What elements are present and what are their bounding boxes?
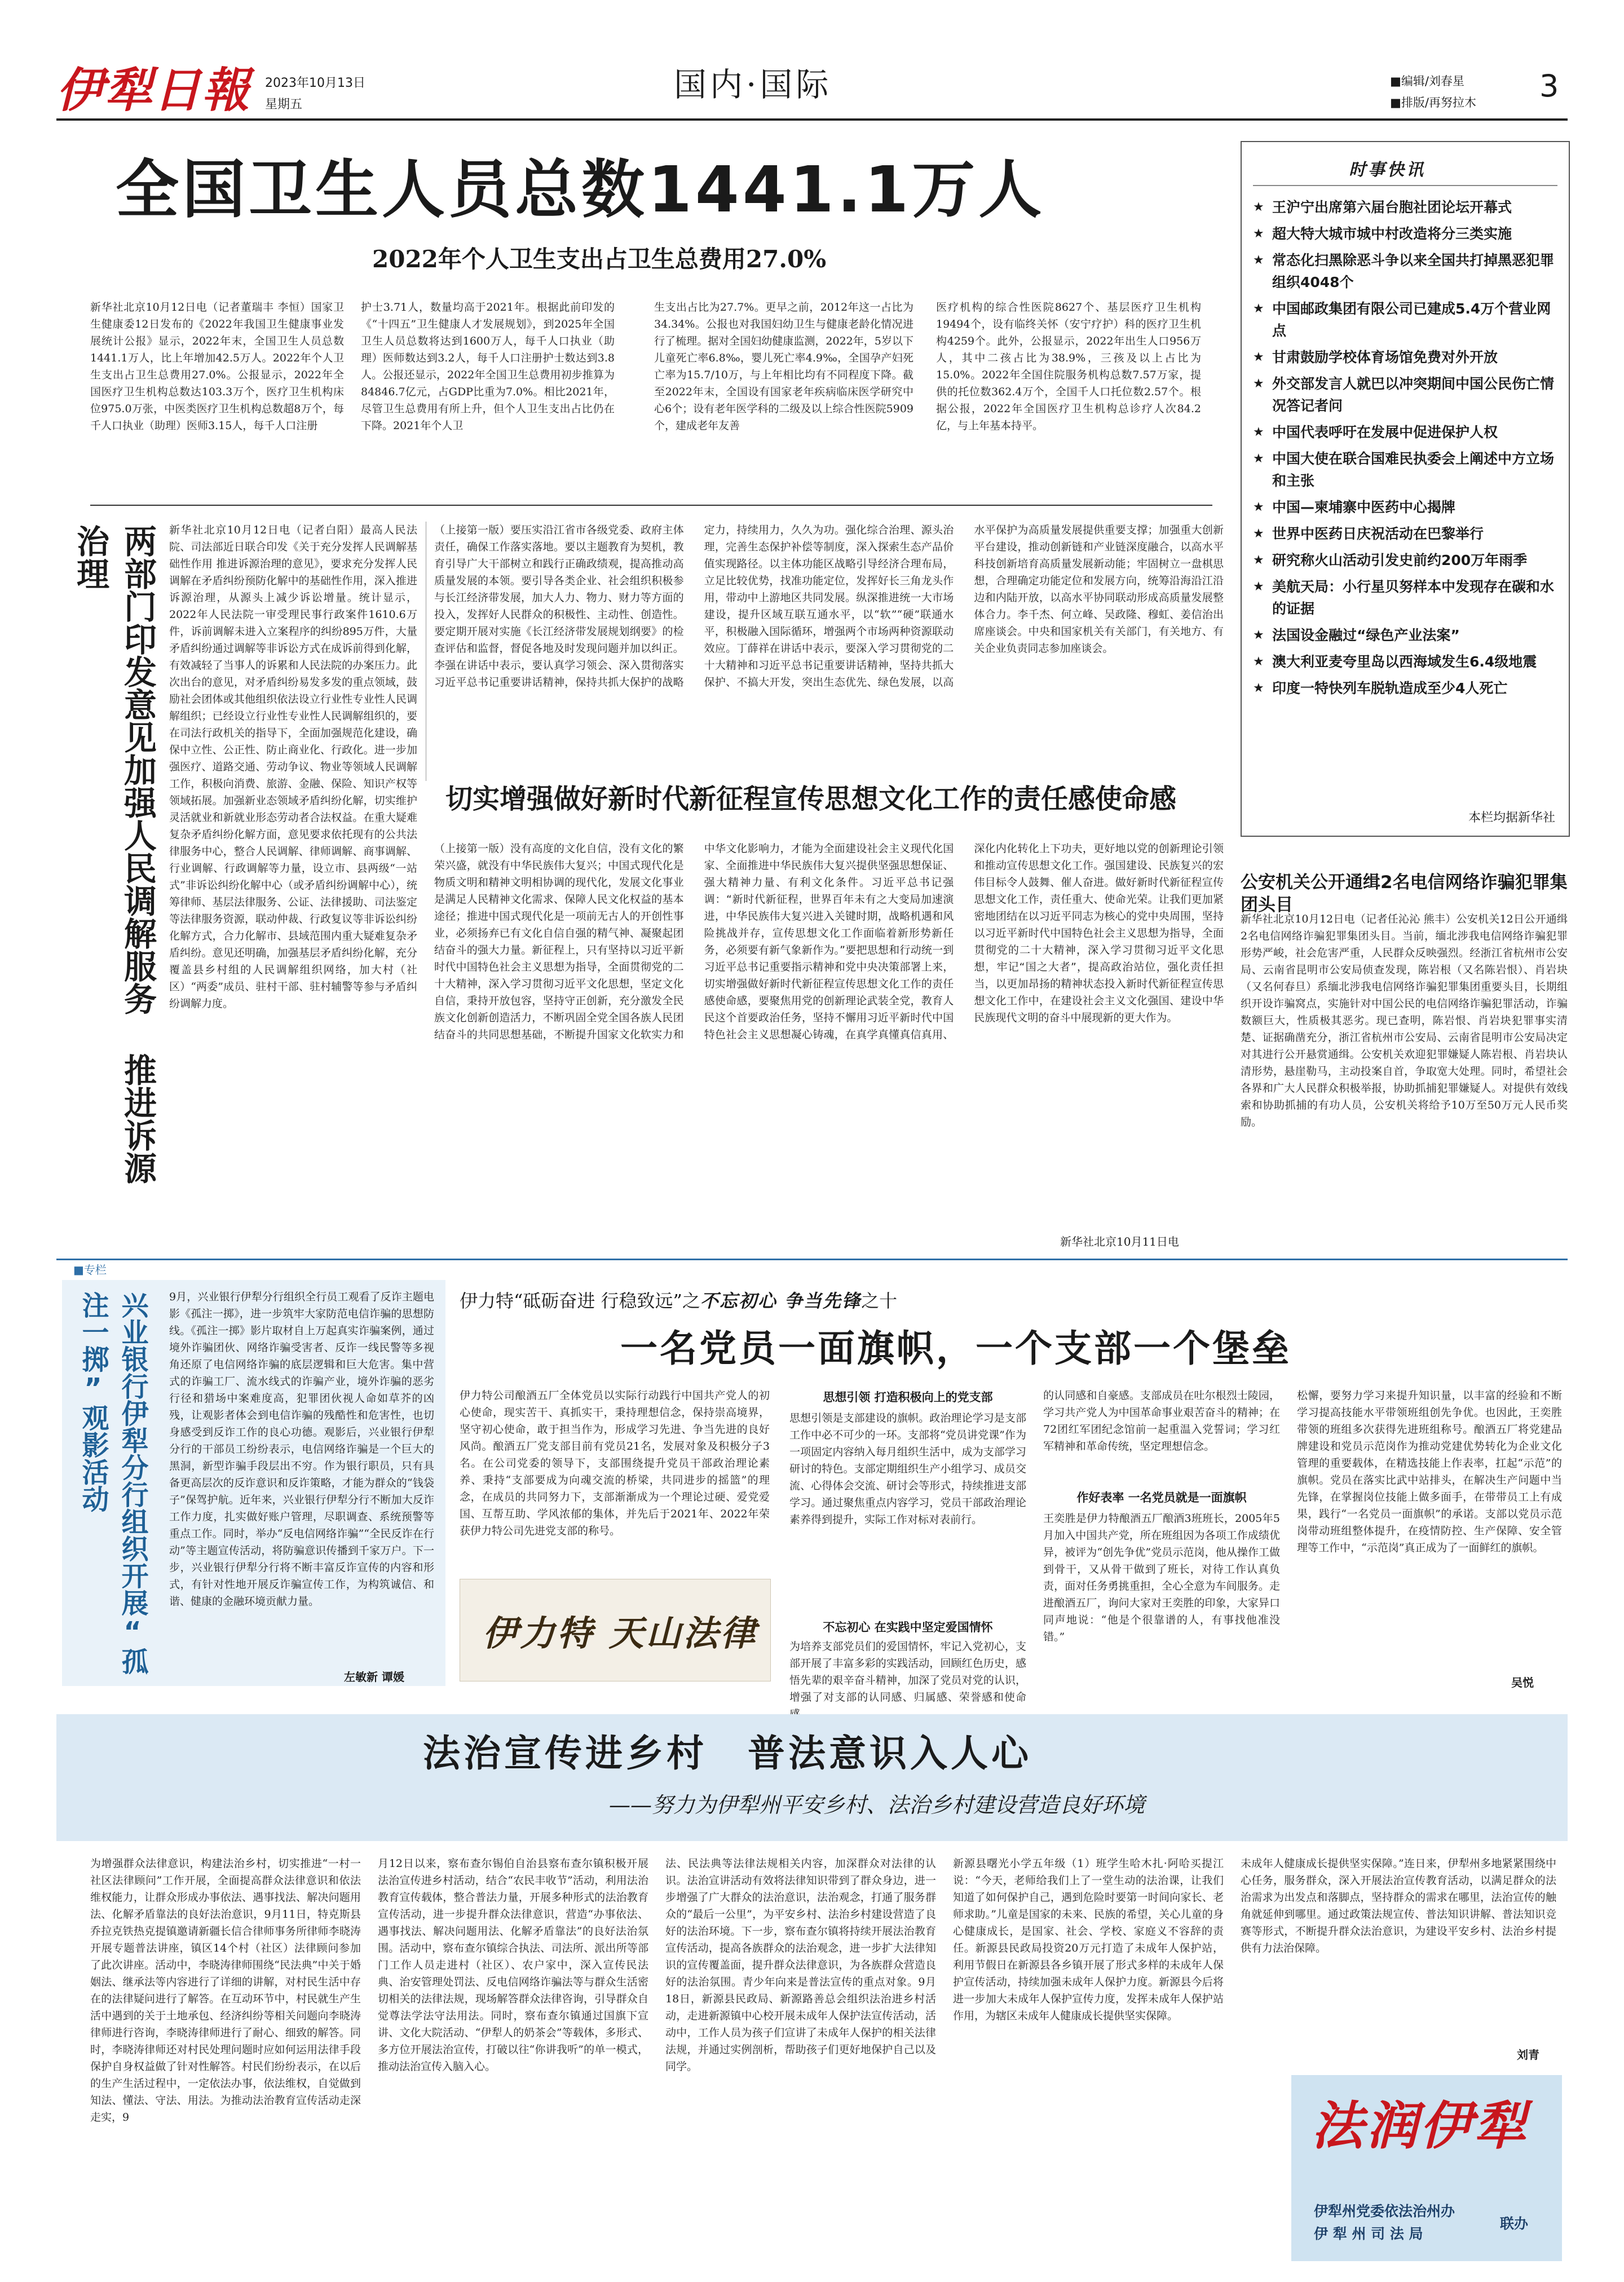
brief-list	[1253, 196, 1557, 704]
brief-item[interactable]: ★ 甘肃鼓励学校体育场馆免费对外开放	[1253, 346, 1557, 368]
brief-item[interactable]: ★ 王沪宁出席第六届台胞社团论坛开幕式	[1253, 196, 1557, 218]
law-subhead: ——努力为伊犁州平安乡村、法治乡村建设营造良好环境	[609, 1793, 1145, 1817]
party-kicker-italic: 不忘初心 争当先锋	[700, 1290, 862, 1312]
brief-title: 时事快讯	[1349, 160, 1426, 180]
party-kicker	[460, 1288, 897, 1313]
brief-item[interactable]: ★ 美航天局：小行星贝努样本中发现存在碳和水的证据	[1253, 576, 1557, 620]
law-col-5: 未成年人健康成长提供坚实保障。”连日来，伊犁州多地紧紧围绕中心任务，服务群众，深入开展法治宣传教育活动，以满足群众的法治需求为出发点和落脚点，坚持群众的需求在哪里，法治宣传的触角就延伸到哪里。通过政策法规宣传、普法知识讲解、普法知识竞赛等形式，不断提升群众法治意识，为建设平安乡村、法治乡村提供有力法治保障。	[1241, 1857, 1556, 1954]
party-kicker-end: 之十	[861, 1290, 898, 1312]
law-col-2: 月12日以来，察布查尔锡伯自治县察布查尔镇积极开展法治宣传进乡村活动，结合“农民丰收节”活动，利用法治教育宣传载体，整合普法力量，开展多种形式的法治教育宣传活动，进一步提升群众法律意识，营造“办事依法、遇事找法、解决问题用法、化解矛盾靠法”的良好法治氛围。活动中，察布查尔镇综合执法、司法所、派出所等部门工作人员走进村（社区）、农户家中，深入宣传民法典、治安管理处罚法、反电信网络诈骗法等与群众生活密切相关的法律法规，现场解答群众法律咨询，引导群众自觉尊法学法守法用法。同时，察布查尔镇通过国旗下宣讲、文化大院活动、“伊犁人的奶茶会”等载体，多形式、多方位开展法治宣传，打破以往“你讲我听”的单一模式，推动法治宣传入脑入心。	[378, 1857, 648, 2073]
party-kicker-plain: 伊力特“砥砺奋进 行稳致远”之	[460, 1290, 700, 1312]
editor-credit: ■编辑/刘春星	[1390, 74, 1464, 88]
propaganda-text: （上接第一版）没有高度的文化自信，没有文化的繁荣兴盛，就没有中华民族伟大复兴；中国式现代化是物质文明和精神文明相协调的现代化，发展文化事业是满足人民精神文化需求、保障人民文化权益的基本途径；推进中国式现代化是一项前无古人的开创性事业，必须扬弃已有文化自信自强的精气神、凝聚起团结奋斗的强大力量。新征程上，只有坚持以习近平新时代中国特色社会主义思想为指导，全面贯彻党的二十大精神，深入学习贯彻习近平文化思想，坚定文化自信，秉持开放包容，坚持守正创新，充分激发全民族文化创新创造活力，不断巩固全党全国各族人民团结奋斗的共同思想基础，不断提升国家文化软实力和中华文化影响力，才能为全面建设社会主义现代化国家、全面推进中华民族伟大复兴提供坚强思想保证、强大精神力量、有利文化条件。习近平总书记强调：“新时代新征程，世界百年未有之大变局加速演进，中华民族伟大复兴进入关键时期，战略机遇和风险挑战并存，宣传思想文化工作面临着新形势新任务，必须要有新气象新作为。”要把思想和行动统一到习近平总书记重要指示精神和党中央决策部署上来，切实增强做好新时代新征程宣传思想文化工作的责任感使命感，要聚焦用党的创新理论武装全党，教育人民这个首要政治任务，坚持不懈用习近平新时代中国特色社会主义思想凝心铸魂，在真学真懂真信真用、深化内化转化上下功夫，更好地以党的创新理论引领和推动宣传思想文化工作。强国建设、民族复兴的宏伟目标令人鼓舞、催人奋进。做好新时代新征程宣传思想文化工作，责任重大、使命光荣。让我们更加紧密地团结在以习近平同志为核心的党中央周围，坚持以习近平新时代中国特色社会主义思想为指导，全面贯彻党的二十大精神，深入学习贯彻习近平文化思想，牢记“国之大者”，提高政治站位，强化责任担当，以更加昂扬的精神状态投入新时代新征程宣传思想文化工作中，在建设社会主义文化强国、建设中华民族现代文明的奋斗中展现新的更大作为。	[434, 842, 1224, 1041]
bank-vertical-title: 兴业银行伊犁分行组织开展“孤注一掷”观影活动	[77, 1291, 148, 1675]
brief-item[interactable]: ★ 中国—柬埔寨中医药中心揭牌	[1253, 496, 1557, 518]
section-title: 国内·国际	[674, 65, 832, 104]
brief-item[interactable]: ★ 澳大利亚麦夸里岛以西海域发生6.4级地震	[1253, 651, 1557, 673]
law-byline: 刘青	[1517, 2048, 1539, 2062]
party-byline: 吴悦	[1511, 1676, 1534, 1689]
party-s2-title: 不忘初心 在实践中坚定爱国情怀	[823, 1621, 993, 1634]
propaganda-headline: 切实增强做好新时代新征程宣传思想文化工作的责任感使命感	[445, 783, 1177, 815]
party-headline: 一名党员一面旗帜，一个支部一个堡垒	[620, 1327, 1291, 1370]
mediation-vertical-title: 两部门印发意见加强人民调解服务 推进诉源治理	[71, 524, 157, 1184]
brief-item[interactable]: ★ 中国邮政集团有限公司已建成5.4万个营业网点	[1253, 298, 1557, 342]
brief-item[interactable]: ★ 中国大使在联合国难民执委会上阐述中方立场和主张	[1253, 448, 1557, 492]
layout-credit: ■排版/再努拉木	[1390, 96, 1476, 109]
party-s2-text: 为培养支部党员们的爱国情怀，牢记入党初心，支部开展了丰富多彩的实践活动，回顾红色历史，感悟先辈的艰辛奋斗精神，加深了党员对党的认识，增强了对支部的认同感、归属感、荣誉感和使命	[789, 1640, 1026, 1703]
logo: 伊犁日報	[56, 62, 251, 118]
propaganda-credit: 新华社北京10月11日电	[1060, 1235, 1179, 1248]
lead-col-1: 新华社北京10月12日电（记者董瑞丰 李恒）国家卫生健康委12日发布的《2022年我国卫生健康事业发展统计公报》显示，2022年末，全国卫生人员总数1441.1万人，比上年增加42.5万人。2022年个人卫生支出占卫生总费用27.0%。公报显示，2022年全国医疗卫生机构总数达103.3万个，医疗卫生机构床位975.0万张，中医类医疗卫生机构总数超8万个，每千人口执业（助理）医师3.15人，每千人口注册	[90, 301, 344, 432]
page-number: 3	[1539, 68, 1559, 104]
law-col-4: 新源县曙光小学五年级（1）班学生哈木扎·阿哈买提江说：“今天，老师给我们上了一堂生动的法治课，让我们知道了如何保护自己，遇到危险时要第一时间向家长、老师求助。”儿童是国家的未来、民族的希望，关心儿童的身心健康成长，是国家、社会、学校、家庭义不容辞的责任。新源县民政局投资20万元打造了未成年人保护站，利用节假日在新源县各乡镇开展了形式多样的未成年人保护宣传活动，持续加强未成年人保护力度。新源县今后将进一步加大未成年人保护宣传力度，发挥未成年人保护站作用，为辖区未成年人健康成长提供坚实保障。	[953, 1857, 1224, 2022]
brief-item[interactable]: ★ 研究称火山活动引发史前约200万年雨季	[1253, 549, 1557, 571]
party-s1-title: 思想引领 打造积极向上的党支部	[823, 1391, 993, 1404]
brief-item[interactable]: ★ 中国代表呼吁在发展中促进保护人权	[1253, 421, 1557, 443]
lead-col-4: 医疗机构的综合性医院8627个、基层医疗卫生机构19494个，设有临终关怀（安宁疗护）科的医疗卫生机构4259个。此外，公报显示，2022年出生人口956万人，其中二孩占比为38.9%，三孩及以上占比为15.0%。2022年全国住院服务机构总数7.57万家，提供的托位数362.4万个，全国千人口托位数2.57个。根据公报，2022年全国医疗卫生机构总诊疗人次84.2亿，与上年基本持平。	[936, 301, 1201, 432]
lead-col-3: 生支出占比为27.7%。更早之前，2012年这一占比为34.34%。公报也对我国妇幼卫生与健康老龄化情况进行了梳理。据对全国妇幼健康监测，2022年，5岁以下儿童死亡率6.8‰，婴儿死亡率4.9‰，全国孕产妇死亡率为15.7/10万，与上年相比均有不同程度下降。截至2022年末，全国设有国家老年疾病临床医学研究中心6个；设有老年医学科的二级及以上综合性医院5909个，建成老年友善	[654, 301, 914, 432]
party-lead: 伊力特公司酿酒五厂全体党员以实际行动践行中国共产党人的初心使命，现实苦干、真抓实干，秉持理想信念，保持崇高境界，坚守初心使命，敢于担当作为，形成学习先进、争当先进的良好风尚。酿酒五厂党支部目前有党员21名，发展对象及积极分子3名。在公司党委的领导下，支部围绕提升党员干部政治理论素养、秉持“支部要成为向魂交流的桥梁，共同进步的摇篮”的理念，在成员的共同努力下，支部渐渐成为一个理论过硬、爱党爱国、互帮互助、学风浓郁的集体，并先后于2021年、2022年荣获伊力特公司先进党支部的称号。	[460, 1389, 770, 1537]
party-logo-box	[460, 1579, 771, 1681]
brief-item[interactable]: ★ 印度一特快列车脱轨造成至少4人死亡	[1253, 677, 1557, 699]
party-s4-text: 王奕胜是伊力特酿酒五厂酿酒3班班长，2005年5月加入中国共产党，所在班组因为各项工作成绩优异，被评为“创先争优”党员示范岗，他从操作工做到骨干，又从骨干做到了班长，对待工作认真负责，面对任务勇挑重担，全心全意为车间服务。走进酿酒五厂，询问大家对王奕胜的印象，大家异口同声地说：“他是个很靠谱的人，有事找他准没错。”	[1043, 1512, 1280, 1643]
law-col-1: 为增强群众法律意识，构建法治乡村，切实推进“一村一社区法律顾问”工作开展，全面提高群众法律意识和依法维权能力，让群众形成办事依法、遇事找法、解决问题用法、化解矛盾靠法的良好法治意识，9月11日，特克斯县乔拉克铁热克提镇邀请新疆长信合律师事务所律师李晓涛开展专题普法讲座，镇区14个村（社区）法律顾问参加了此次讲座。活动中，李晓涛律师围绕“民法典”中关于婚姻法、继承法等内容进行了详细的讲解，对村民生活中存在的法律疑问进行了解答。在互动环节中，村民就生产生活中遇到的关于土地承包、经济纠纷等相关问题向李晓涛律师进行咨询，李晓涛律师进行了耐心、细致的解答。同时，李晓涛律师还对村民处理问题时应如何运用法律手段保护自身权益做了针对性解答。村民们纷纷表示，在以后的生产生活过程中，一定依法办事，依法维权，自觉做到知法、懂法、守法、用法。为推动法治教育宣传活动走深走实，9	[90, 1857, 361, 2124]
issue-weekday: 星期五	[265, 98, 303, 112]
issue-date: 2023年10月13日	[265, 76, 365, 90]
bank-text: 9月，兴业银行伊犁分行组织全行员工观看了反诈主题电影《孤注一掷》，进一步筑牢大家防范电信诈骗的思想防线。《孤注一掷》影片取材自上万起真实诈骗案例，通过境外诈骗团伙、网络诈骗受害者、反诈一线民警等多视角还原了电信网络诈骗的底层逻辑和巨大危害。集中营式的诈骗工厂、流水线式的诈骗产业，境外诈骗的恶劣行径和猎场中案难度高，犯罪团伙视人命如草芥的凶残，让观影者体会到电信诈骗的残酷性和危害性，也切身感受到反诈工作的良心功德。观影后，兴业银行伊犁分行的干部员工纷纷表示，电信网络诈骗是一个巨大的黑洞，新型诈骗手段层出不穷。作为银行职员，只有具备更高层次的反诈意识和反诈策略，才能为群众的“钱袋子”保驾护航。近年来，兴业银行伊犁分行不断加大反诈工作力度，扎实做好账户管理，尽职调查、系统预警等重点工作。同时，举办“反电信网络诈骗”“全民反诈在行动”等主题宣传活动，将防骗意识传播到千家万户。下一步，兴业银行伊犁分行将不断丰富反诈宣传的内容和形式，有针对性地开展反诈骗宣传工作，为构筑诚信、和谐、健康的金融环境贡献力量。	[169, 1291, 434, 1608]
lead-headline: 全国卫生人员总数1441.1万人	[116, 153, 1045, 227]
party-s1-text: 思想引领是支部建设的旗帜。政治理论学习是支部工作中必不可少的一环。支部将“党员讲党课”作为一项固定内容纳入每月组织生活中，成为支部学习研讨的特色。支部定期组织生产小组学习、成员交流、心得体会交流、研讨会等形式，持续推进支部学习。通过聚焦重点内容学习，党员干部政治理论素养得到提升，实际工作对标对表前行。	[789, 1412, 1026, 1526]
lead-bottom-rule	[90, 505, 1212, 506]
column-rule	[56, 1259, 1568, 1260]
law-headline: 法治宣传进乡村 普法意识入人心	[423, 1732, 1032, 1775]
party-s5-text: 松懈，要努力学习来提升知识量，以丰富的经验和不断学习提高技能水平带领班组创先争优。也因此，王奕胜带领的班组多次获得先进班组称号。酿酒五厂将党建品牌建设和党员示范岗作为推动党建优势转化为企业文化管理的重要载体，在精选技能上作表率，扛起“示范”的旗帜。党员在落实比武中站排头，在解决生产问题中当先锋，在掌握岗位技能上做多面手，在带带员工上有成果，践行“一名党员一面旗帜”的承诺。支部以党员示范岗带动班组整体提升，在疫情防控、生产保障、安全管理等工作中，“示范岗”真正成为了一面鲜红的旗帜。	[1297, 1389, 1562, 1554]
law-footer-1: 伊犁州党委依法治州办	[1314, 2203, 1455, 2219]
column-label: ■专栏	[73, 1263, 107, 1277]
mediation-col-1: 新华社北京10月12日电（记者白阳）最高人民法院、司法部近日联合印发《关于充分发挥人民调解基础性作用 推进诉源治理的意见》，要求充分发挥人民调解在矛盾纠纷预防化解中的基础性作用，深入推进诉源治理，从源头上减少诉讼增量。统计显示，2022年人民法院一审受理民事行政案件1610.6万件，诉前调解未进入立案程序的纠纷895万件，大量矛盾纠纷通过调解等非诉讼方式在成诉前得到化解，有效减轻了当事人的诉累和人民法院的办案压力。此次出台的意见，对矛盾纠纷易发多发的重点领域，鼓励社会团体或其他组织依法设立行业性专业性人民调解组织；已经设立行业性专业性人民调解组织的，要在司法行政机关的指导下，全面加强规范化建设，确保中立性、公正性、防止商业化、行政化。进一步加强医疗、道路交通、劳动争议、物业等领域人民调解工作，积极向消费、旅游、金融、保险、知识产权等领域拓展。加强新业态领域矛盾纠纷化解，切实维护灵活就业和新就业形态劳动者合法权益。在重大疑难复杂矛盾纠纷化解方面，意见要求依托现有的公共法律服务中心，整合人民调解、律师调解、商事调解、行业调解、行政调解等力量，设立市、县两级“一站式”非诉讼纠纷化解中心（或矛盾纠纷调解中心），统筹律师、基层法律服务、公证、法律援助、司法鉴定等法律服务资源，联动仲裁、行政复议等非诉讼纠纷化解方式，合力化解市、县域范围内重大疑难复杂矛盾纠纷。意见还明确，加强基层矛盾纠纷化解，充分覆盖县乡村组的人民调解组织网络，加大村（社区）“两委”成员、驻村干部、驻村辅警等参与矛盾纠纷调解力度。	[169, 524, 417, 1010]
bank-byline: 左敏新 谭媛	[344, 1670, 404, 1684]
mediation-col-2: （上接第一版）要压实沿江省市各级党委、政府主体责任，确保工作落实落地。要以主题教育为契机，教育引导广大干部树立和践行正确政绩观，提高推动高质量发展的本领。要引导各类企业、社会组织积极参与长江经济带发展，加大人力、物力、财力等方面的投入，发挥好人民群众的积极性、主动性、创造性。要定期开展对实施《长江经济带发展规划纲要》的检查评估和监督，督促各地及时发现问题并加以纠正。李强在讲话中表示，要认真学习领会、深入贯彻落实习近平总书记重要讲话精神，保持共抓大保护的战略定力，持续用力，久久为功。强化综合治理、源头治理，完善生态保护补偿等制度，深入探索生态产品价值实现路径。以主体功能区战略引导经济合理布局，立足比较优势，找准功能定位，发挥好长三角龙头作用，带动中上游地区共同发展。纵深推进统一大市场建设，提升区域互联互通水平，以“软”“硬”联通水平，积极融入国际循环，增强两个市场两种资源联动效应。丁薛祥在讲话中表示，要深入学习贯彻党的二十大精神和习近平总书记重要讲话精神，坚持共抓大保护、不搞大开发，突出生态优先、绿色发展，以高水平保护为高质量发展提供重要支撑；加强重大创新平台建设，推动创新链和产业链深度融合，以高水平科技创新培育高质量发展新动能；牢固树立一盘棋思想，合理确定功能定位和发展方向，统筹沿海沿江沿边和内陆开放，以高水平协同联动形成高质量发展整体合力。李千杰、何立峰、吴政隆、穆虹、姜信治出席座谈会。中央和国家机关有关部门，有关地方、有关企业负责同志参加座谈会。	[434, 524, 1224, 688]
masthead-rule	[56, 118, 1568, 121]
brief-title-rule	[1253, 185, 1557, 186]
law-footer-2: 伊 犁 州 司 法 局	[1314, 2226, 1423, 2242]
brief-item[interactable]: ★ 世界中医药日庆祝活动在巴黎举行	[1253, 523, 1557, 545]
brief-credit: 本栏均据新华社	[1468, 811, 1555, 825]
party-s3-title: 作好表率 一名党员就是一面旗帜	[1076, 1491, 1247, 1504]
brief-item[interactable]: ★ 超大特大城市城中村改造将分三类实施	[1253, 223, 1557, 245]
law-col-3: 法、民法典等法律法规相关内容，加深群众对法律的认识。法治宣讲活动有效将法律知识带到了群众身边，进一步增强了广大群众的法治意识，法治观念，打通了服务群众的“最后一公里”，为平安乡村、法治乡村建设营造了良好的法治环境。下一步，察布查尔镇将持续开展法治教育宣传活动，提高各族群众的法治观念，进一步扩大法律知识的宣传覆盖面，提升群众法律意识，为各族群众营造良好的法治氛围。青少年向来是普法宣传的重点对象。9月18日，新源县民政局、新源路善总会组织法治进乡村活动，走进新源镇中心校开展未成年人保护法宣传活动，活动中，工作人员为孩子们宣讲了未成年人保护的相关法律法规，并通过实例剖析，帮助孩子们更好地保护自己以及同学。	[665, 1857, 936, 2073]
brief-item[interactable]: ★ 常态化扫黑除恶斗争以来全国共打掉黑恶犯罪组织4048个	[1253, 249, 1557, 293]
fraud-text: 新华社北京10月12日电（记者任沁沁 熊丰）公安机关12日公开通缉2名电信网络诈骗犯罪集团头目。当前，缅北涉我电信网络诈骗犯罪形势严峻，社会危害严重，人民群众反映强烈。经浙江省杭州市公安局、云南省昆明市公安局侦查发现，陈岩根（又名陈岩恨）、肖岩块（又名何春旦）系缅北涉我电信网络诈骗犯罪集团重要头目，长期组织开设诈骗窝点，实施针对中国公民的电信网络诈骗犯罪活动，诈骗数额巨大，性质极其恶劣。现已查明，陈岩恨、肖岩块犯罪事实清楚、证据确凿充分，浙江省杭州市公安局、云南省昆明市公安局决定对其进行公开悬赏通缉。公安机关欢迎犯罪嫌疑人陈岩根、肖岩块认清形势，悬崖勒马，主动投案自首，争取宽大处理。同时，希望社会各界和广大人民群众积极举报，协助抓捕犯罪嫌疑人。对提供有效线索和协助抓捕的有功人员，公安机关将给予10万至50万元人民币奖励。	[1241, 913, 1568, 1128]
brief-box	[1241, 141, 1570, 837]
party-logo: 伊力特 天山法律	[483, 1613, 758, 1654]
law-logo: 法润伊犁	[1312, 2095, 1529, 2156]
party-s3-text: 的认同感和自豪感。支部成员在吐尔根烈士陵园，学习共产党人为中国革命事业艰苦奋斗的精神；在72团红军团纪念馆前一起重温入党誓词；学习红军精神和革命传统，坚定理想信念。	[1043, 1389, 1280, 1453]
brief-item[interactable]: ★ 法国设金融过“绿色产业法案”	[1253, 624, 1557, 646]
brief-item[interactable]: ★ 外交部发言人就巴以冲突期间中国公民伤亡情况答记者问	[1253, 373, 1557, 417]
law-footer-label: 联办	[1500, 2215, 1529, 2232]
law-logo-box	[1291, 2075, 1562, 2261]
lead-col-2: 护士3.71人，数量均高于2021年。根据此前印发的《“十四五”卫生健康人才发展规划》，到2025年全国卫生人员总数将达到1600万人，每千人口执业（助理）医师数达到3.2人，每千人口注册护士数达到3.8人。公报还显示，2022年全国卫生总费用初步推算为84846.7亿元，占GDP比重为7.0%。相比2021年，尽管卫生总费用有所上升，但个人卫生支出占比仍在下降。2021年个人卫	[361, 301, 615, 432]
fraud-headline: 公安机关公开通缉2名电信网络诈骗犯罪集团头目	[1241, 872, 1568, 915]
lead-subhead: 2022年个人卫生支出占卫生总费用27.0%	[372, 245, 827, 273]
